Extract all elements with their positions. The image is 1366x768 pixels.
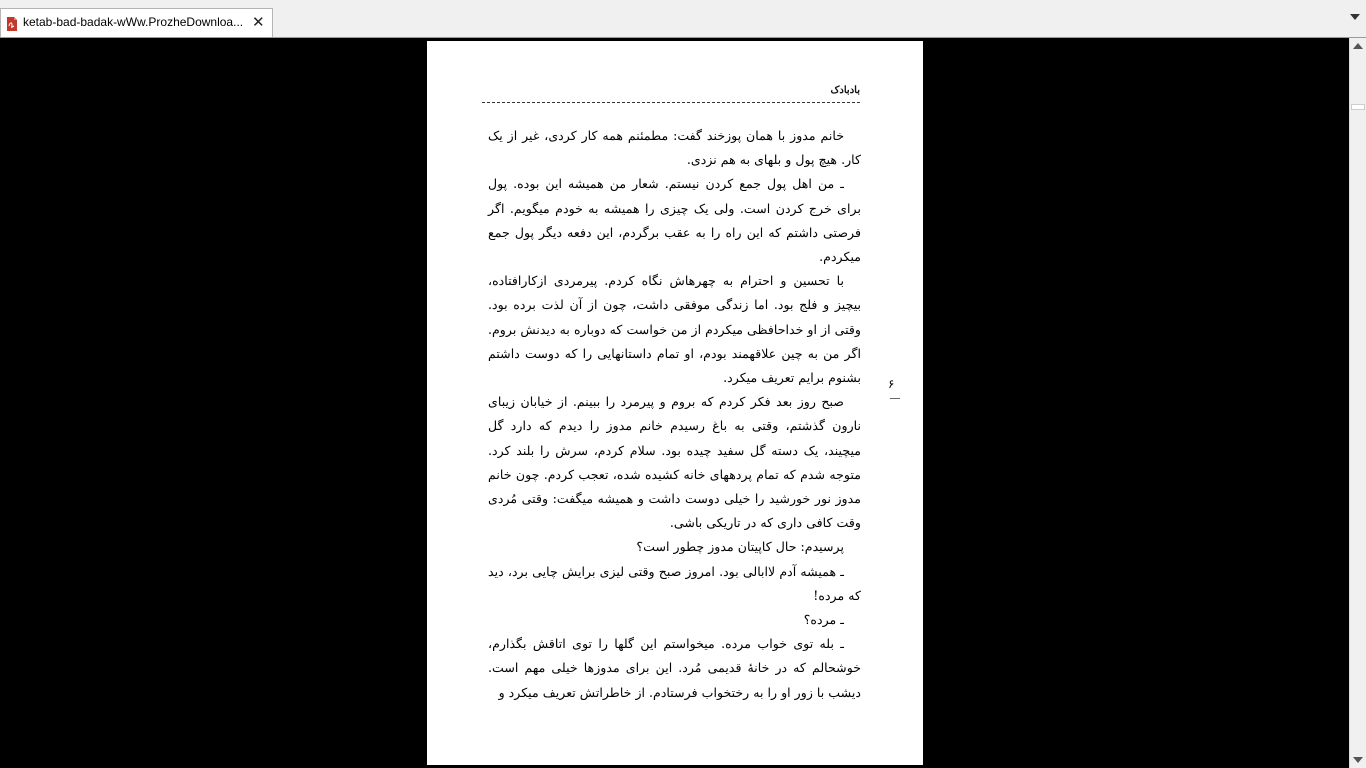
paragraph: ـ من اهل پول جمع کردن نیستم. شعار من همیشه این بوده. پول برای خرج کردن است. ولی یک چیزی را همیشه به خودم میگویم. اگر فرصتی داشتم که این راه را به عقب برگردم، این دفعه دیگر پول جمع میکردم.: [488, 176, 861, 265]
paragraph: صبح روز بعد فکر کردم که بروم و پیرمرد را ببینم. از خیابان زیبای نارون گذشتم، وقتی به باغ رسیدم خانم مدوز را دیدم که دارد گل میچیند، یک دسته گل سفید چیده بود. سلام کردم، سرش را بلند کرد. متوجه شدم که تمام پردههای خانه کشیده شده، تعجب کردم. چون خانم مدوز نور خورشید را خیلی دوست داشت و همیشه میگفت: وقتی مُردی وقت کافی داری که در تاریکی باشی.: [488, 394, 861, 531]
paragraph: با تحسین و احترام به چهرهاش نگاه کردم. پیرمردی ازکارافتاده، بیچیز و فلج بود. اما زندگی موفقی داشت، چون از آن لذت برده بود. وقتی از او خداحافظی میکردم از من خواست که دوباره به دیدنش بروم. اگر من به چین علاقهمند بودم، او تمام داستانهایی را که دوست داشتم بشنوم برایم تعریف میکرد.: [488, 273, 861, 386]
document-tab[interactable]: [0, 8, 273, 37]
paragraph: ـ مرده؟: [803, 612, 844, 628]
running-head: بادبادک: [830, 85, 860, 96]
chevron-down-icon[interactable]: [1350, 14, 1360, 20]
pdf-file-icon: [6, 16, 18, 30]
document-viewer[interactable]: [0, 38, 1349, 768]
paragraph: ـ بله توی خواب مرده. میخواستم این گلها را توی اتاقش بگذارم، خوشحالم که در خانهٔ قدیمی مُرد. این برای مدوزها خیلی مهم است. دیشب با زور او را به رختخواب فرستادم. از خاطراتش تعریف میکرد و: [488, 636, 861, 700]
paragraph: ـ همیشه آدم لاابالی بود. امروز صبح وقتی لیزی برایش چایی برد، دید که مرده!: [488, 563, 861, 603]
vertical-scrollbar[interactable]: [1349, 38, 1366, 768]
paragraph: خانم مدوز با همان پوزخند گفت: مطمئنم همه کار کردی، غیر از یک کار. هیچ پول و بلهای به هم نزدی.: [488, 128, 861, 168]
paragraph: پرسیدم: حال کاپیتان مدوز چطور است؟: [636, 539, 844, 555]
pdf-page: [427, 41, 923, 765]
scroll-down-arrow-icon[interactable]: [1353, 757, 1363, 763]
page-number: ۶: [888, 377, 895, 391]
tab-bar: [0, 0, 1366, 38]
scrollbar-thumb[interactable]: [1351, 104, 1365, 110]
tab-title: ketab-bad-badak-wWw.ProzheDownloa...: [23, 15, 244, 29]
close-icon[interactable]: ✕: [252, 13, 265, 31]
page-number-divider: [890, 398, 900, 399]
header-divider: [482, 102, 860, 103]
scroll-up-arrow-icon[interactable]: [1353, 43, 1363, 49]
page-body-text: [488, 124, 861, 705]
